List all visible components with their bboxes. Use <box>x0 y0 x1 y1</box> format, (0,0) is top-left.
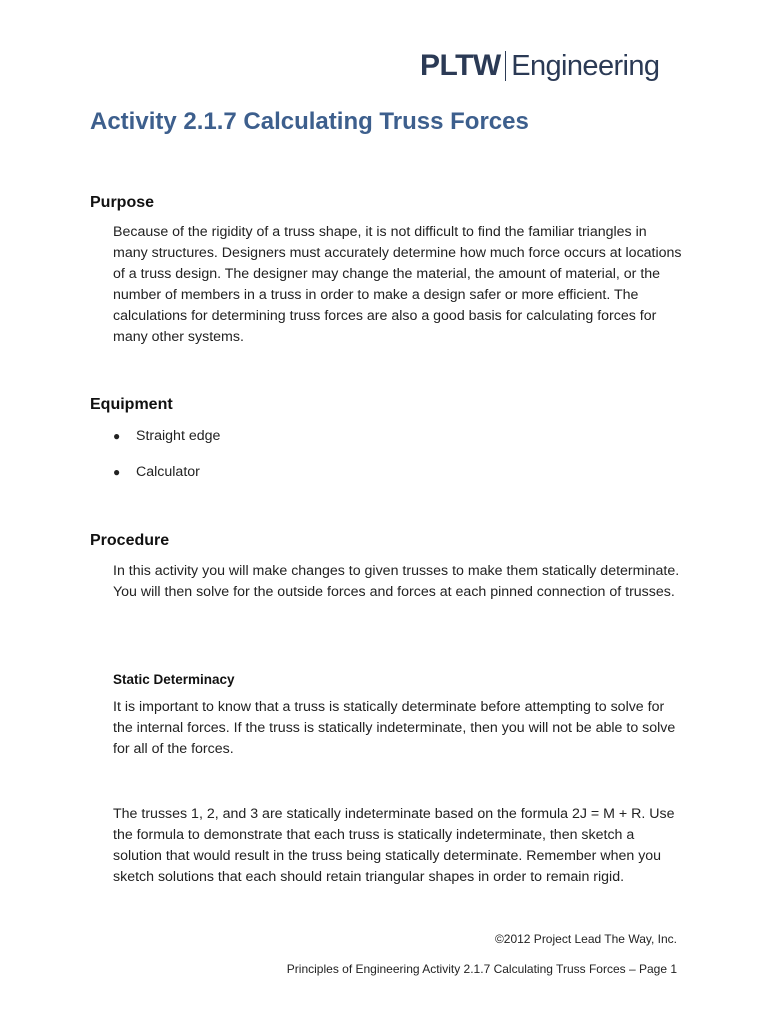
purpose-heading: Purpose <box>90 194 155 211</box>
logo-brand: PLTW <box>420 49 501 82</box>
list-item <box>113 461 220 482</box>
bullet-icon: ● <box>113 464 121 479</box>
trusses-instructions-text: The trusses 1, 2, and 3 are statically indeterminate based on the formula 2J = M + R. Use the formula to demonstrate that each truss is statically indeterminate, then sketch a solution that would result in the truss being statically determinate. Remember when you sketch solutions that each should retain triangular shapes in order to remain rigid. <box>113 806 675 885</box>
logo-program: Engineering <box>511 49 660 82</box>
equipment-list <box>113 425 220 497</box>
equipment-item-label: Calculator <box>136 463 200 480</box>
purpose-text: Because of the rigidity of a truss shape, it is not difficult to find the familiar triangles in many structures. Designers must accurately determine how much force occurs at locations of a truss design. The designer may change the material, the amount of material, or the number of members in a truss in order to make a design safer or more efficient. The calculations for determining truss forces are also a good basis for calculating forces for many other systems. <box>113 224 682 345</box>
bullet-icon: ● <box>113 428 121 443</box>
static-determinacy-heading: Static Determinacy <box>113 672 235 687</box>
page-title: Activity 2.1.7 Calculating Truss Forces <box>90 108 529 135</box>
list-item <box>113 425 220 446</box>
static-determinacy-text: It is important to know that a truss is statically determinate before attempting to solve for the internal forces. If the truss is statically indeterminate, then you will not be able to solve for all of the forces. <box>113 699 676 757</box>
equipment-heading: Equipment <box>90 396 173 413</box>
procedure-heading: Procedure <box>90 532 170 549</box>
procedure-text: In this activity you will make changes to given trusses to make them statically determinate. You will then solve for the outside forces and forces at each pinned connection of trusses. <box>113 563 680 600</box>
pltw-engineering-logo <box>420 46 659 86</box>
footer-copyright: ©2012 Project Lead The Way, Inc. <box>494 932 677 946</box>
equipment-item-label: Straight edge <box>136 427 221 444</box>
footer-page-info: Principles of Engineering Activity 2.1.7 Calculating Truss Forces – Page 1 <box>286 962 677 976</box>
logo-divider <box>505 51 507 81</box>
